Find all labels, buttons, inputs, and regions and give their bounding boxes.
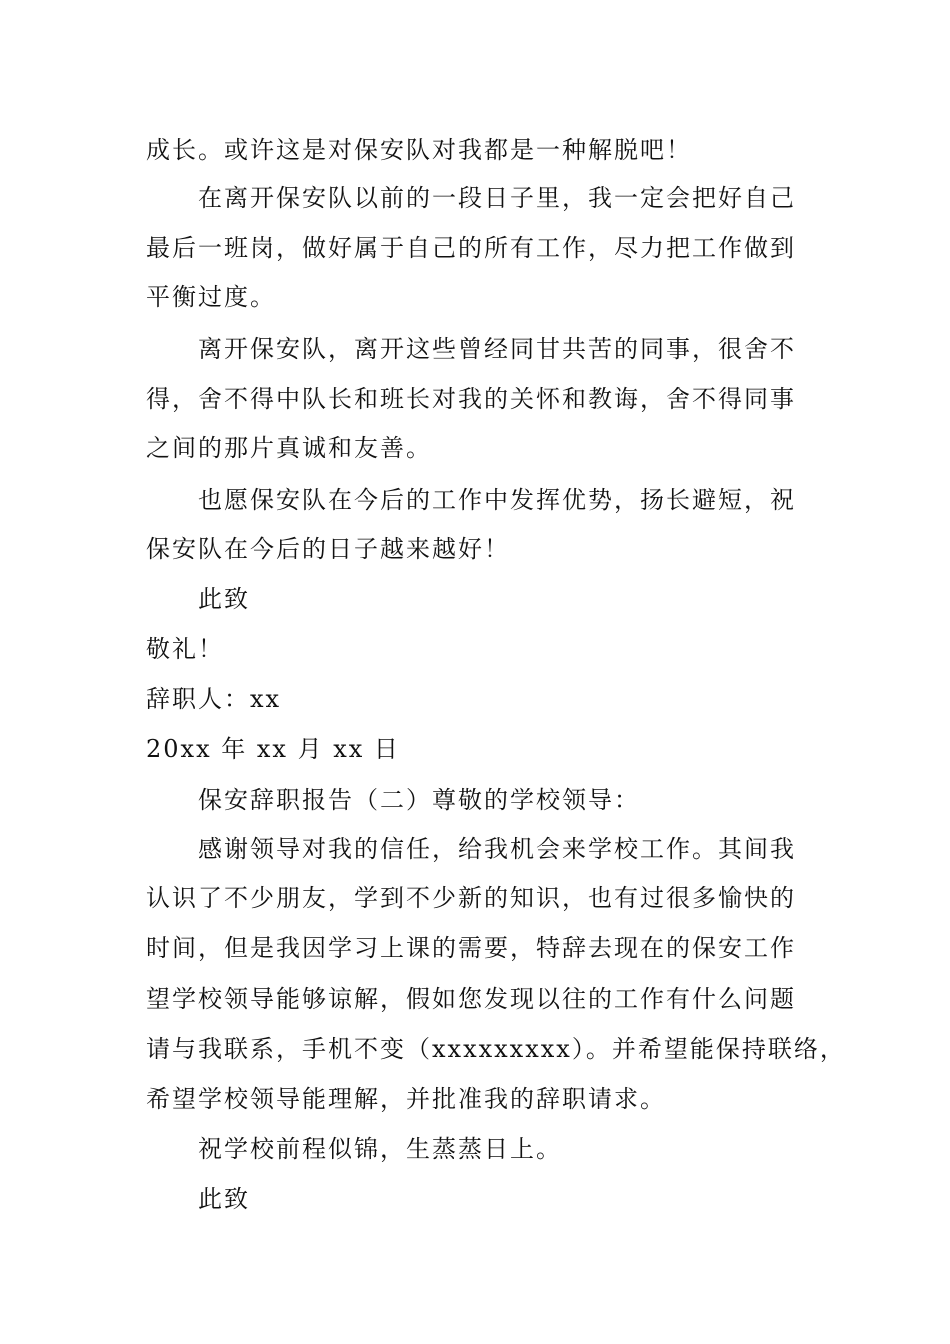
- signature-line: 辞职人：xx: [146, 685, 282, 713]
- text-line: 望学校领导能够谅解，假如您发现以往的工作有什么问题: [146, 985, 796, 1013]
- date-line: 20xx 年 xx 月 xx 日: [146, 735, 400, 763]
- text-line: 平衡过度。: [146, 283, 276, 311]
- paragraph-first-line: 离开保安队，离开这些曾经同甘共苦的同事，很舍不: [198, 335, 796, 363]
- text-line: 希望学校领导能理解，并批准我的辞职请求。: [146, 1085, 666, 1113]
- salutation-line: 敬礼！: [146, 635, 224, 663]
- text-line: 最后一班岗，做好属于自己的所有工作，尽力把工作做到: [146, 234, 796, 262]
- text-line: 请与我联系，手机不变（xxxxxxxxx）。并希望能保持联络，: [146, 1035, 846, 1063]
- text-line: 成长。或许这是对保安队对我都是一种解脱吧！: [146, 136, 692, 164]
- section-heading: 保安辞职报告（二）尊敬的学校领导：: [198, 786, 640, 814]
- paragraph-first-line: 感谢领导对我的信任，给我机会来学校工作。其间我: [198, 835, 796, 863]
- text-line: 时间，但是我因学习上课的需要，特辞去现在的保安工作: [146, 934, 796, 962]
- text-line: 之间的那片真诚和友善。: [146, 434, 432, 462]
- text-line: 认识了不少朋友，学到不少新的知识，也有过很多愉快的: [146, 884, 796, 912]
- text-line: 得，舍不得中队长和班长对我的关怀和教诲，舍不得同事: [146, 385, 796, 413]
- closing-line: 此致: [198, 585, 250, 613]
- text-line: 保安队在今后的日子越来越好！: [146, 535, 510, 563]
- paragraph-first-line: 祝学校前程似锦，生蒸蒸日上。: [198, 1135, 562, 1163]
- paragraph-first-line: 也愿保安队在今后的工作中发挥优势，扬长避短，祝: [198, 486, 796, 514]
- closing-line: 此致: [198, 1185, 250, 1213]
- paragraph-first-line: 在离开保安队以前的一段日子里，我一定会把好自己: [198, 184, 796, 212]
